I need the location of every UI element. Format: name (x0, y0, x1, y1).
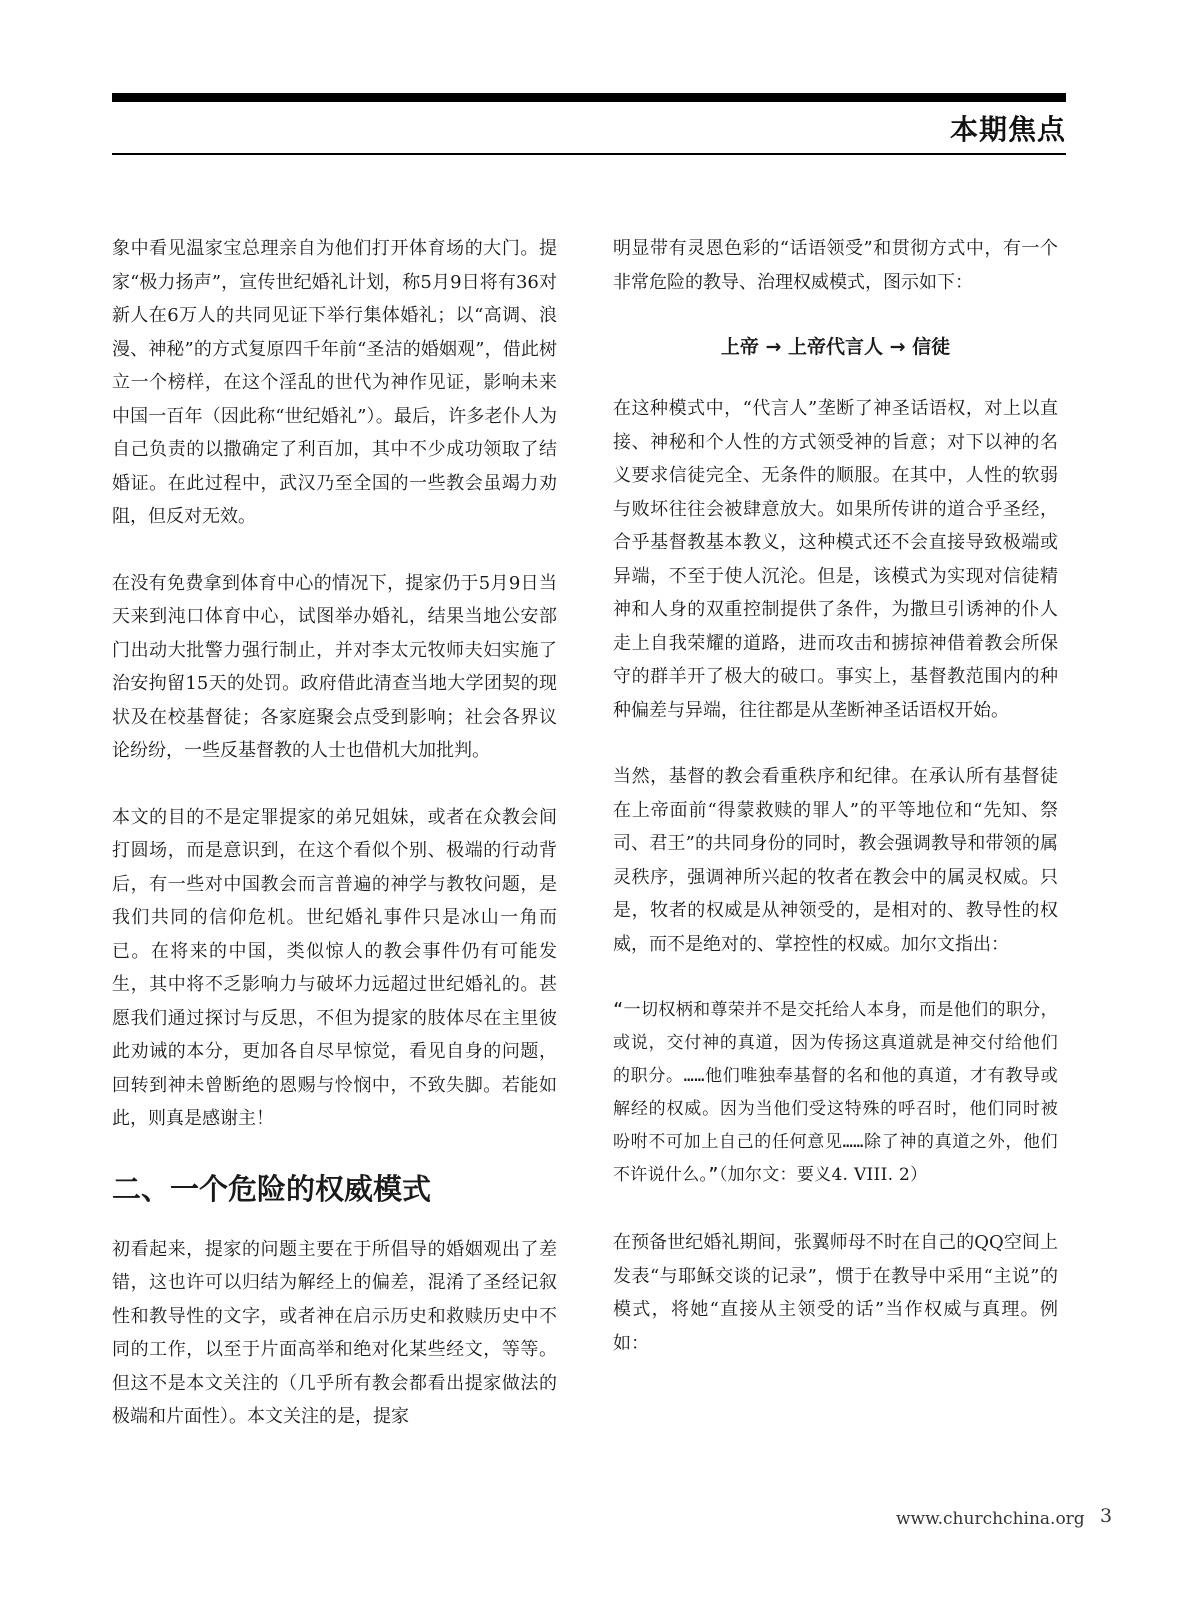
left-column (112, 232, 557, 1467)
right-column (613, 232, 1058, 1393)
top-rule (112, 93, 1066, 102)
quote-text: “一切权柄和尊荣并不是交托给人本身，而是他们的职分，或说，交付神的真道，因为传扬这真道就是神交付给他们的职分。……他们唯独奉基督的名和他的真道，才有教导或解经的权威。因为当他们受这特殊的呼召时，他们同时被吩咐不可加上自己的任何意见……除了神的真道之外，他们不许说什么。” (613, 1000, 1058, 1185)
page-number: 3 (1100, 1505, 1113, 1527)
footer-url: www.churchchina.org (896, 1509, 1085, 1529)
authority-diagram: 上帝 → 上帝代言人 → 信徒 (720, 336, 951, 358)
paragraph: 在预备世纪婚礼期间，张翼师母不时在自己的QQ空间上发表“与耶稣交谈的记录”，惯于在教导中采用“主说”的模式，将她“直接从主领受的话”当作权威与真理。例如： (613, 1232, 1058, 1354)
paragraph: 在没有免费拿到体育中心的情况下，提家仍于5月9日当天来到沌口体育中心，试图举办婚礼，结果当地公安部门出动大批警力强行制止，并对李太元牧师夫妇实施了治安拘留15天的处罚。政府借此清查当地大学团契的现状及在校基督徒；各家庭聚会点受到影响；社会各界议论纷纷，一些反基督教的人士也借机大加批判。 (112, 572, 557, 761)
quote-reference: （加尔文：要义4. VIII. 2） (718, 1165, 928, 1185)
paragraph: 当然，基督的教会看重秩序和纪律。在承认所有基督徒在上帝面前“得蒙救赎的罪人”的平等地位和“先知、祭司、君王”的共同身份的同时，教会强调教导和带领的属灵秩序，强调神所兴起的牧者在教会中的属灵权威。只是，牧者的权威是从神领受的，是相对的、教导性的权威，而不是绝对的、掌控性的权威。加尔文指出： (613, 766, 1058, 955)
paragraph: 本文的目的不是定罪提家的弟兄姐妹，或者在众教会间打圆场，而是意识到，在这个看似个别、极端的行动背后，有一些对中国教会而言普遍的神学与教牧问题，是我们共同的信仰危机。世纪婚礼事件只是冰山一角而已。在将来的中国，类似惊人的教会事件仍有可能发生，其中将不乏影响力与破坏力远超过世纪婚礼的。甚愿我们通过探讨与反思，不但为提家的肢体尽在主里彼此劝诫的本分，更加各自尽早惊觉，看见自身的问题，回转到神未曾断绝的恩赐与怜悯中，不致失脚。若能如此，则真是感谢主！ (112, 806, 557, 1129)
paragraph: 象中看见温家宝总理亲自为他们打开体育场的大门。提家“极力扬声”，宣传世纪婚礼计划，称5月9日将有36对新人在6万人的共同见证下举行集体婚礼；以“高调、浪漫、神秘”的方式复原四千年前“圣洁的婚姻观”，借此树立一个榜样，在这个淫乱的世代为神作见证，影响未来中国一百年（因此称“世纪婚礼”）。最后，许多老仆人为自己负责的以撒确定了利百加，其中不少成功领取了结婚证。在此过程中，武汉乃至全国的一些教会虽竭力劝阻，但反对无效。 (112, 238, 557, 527)
paragraph: 在这种模式中，“代言人”垄断了神圣话语权，对上以直接、神秘和个人性的方式领受神的旨意；对下以神的名义要求信徒完全、无条件的顺服。在其中，人性的软弱与败坏往往会被肆意放大。如果所传讲的道合乎圣经，合乎基督教基本教义，这种模式还不会直接导致极端或异端，不至于使人沉沦。但是，该模式为实现对信徒精神和人身的双重控制提供了条件，为撒旦引诱神的仆人走上自我荣耀的道路，进而攻击和掳掠神借着教会所保守的群羊开了极大的破口。事实上，基督教范围内的种种偏差与异端，往往都是从垄断神圣话语权开始。 (613, 398, 1058, 721)
paragraph: 明显带有灵恩色彩的“话语领受”和贯彻方式中，有一个非常危险的教导、治理权威模式，图示如下： (613, 238, 1058, 293)
calvin-quote (613, 994, 1058, 1192)
section-heading: 二、一个危险的权威模式 (112, 1171, 432, 1206)
paragraph: 初看起来，提家的问题主要在于所倡导的婚姻观出了差错，这也许可以归结为解经上的偏差，混淆了圣经记叙性和教导性的文字，或者神在启示历史和救赎历史中不同的工作，以至于片面高举和绝对化某些经文，等等。但这不是本文关注的（几乎所有教会都看出提家做法的极端和片面性）。本文关注的是，提家 (112, 1238, 557, 1427)
header-divider (112, 153, 1066, 155)
section-label: 本期焦点 (949, 113, 1066, 146)
